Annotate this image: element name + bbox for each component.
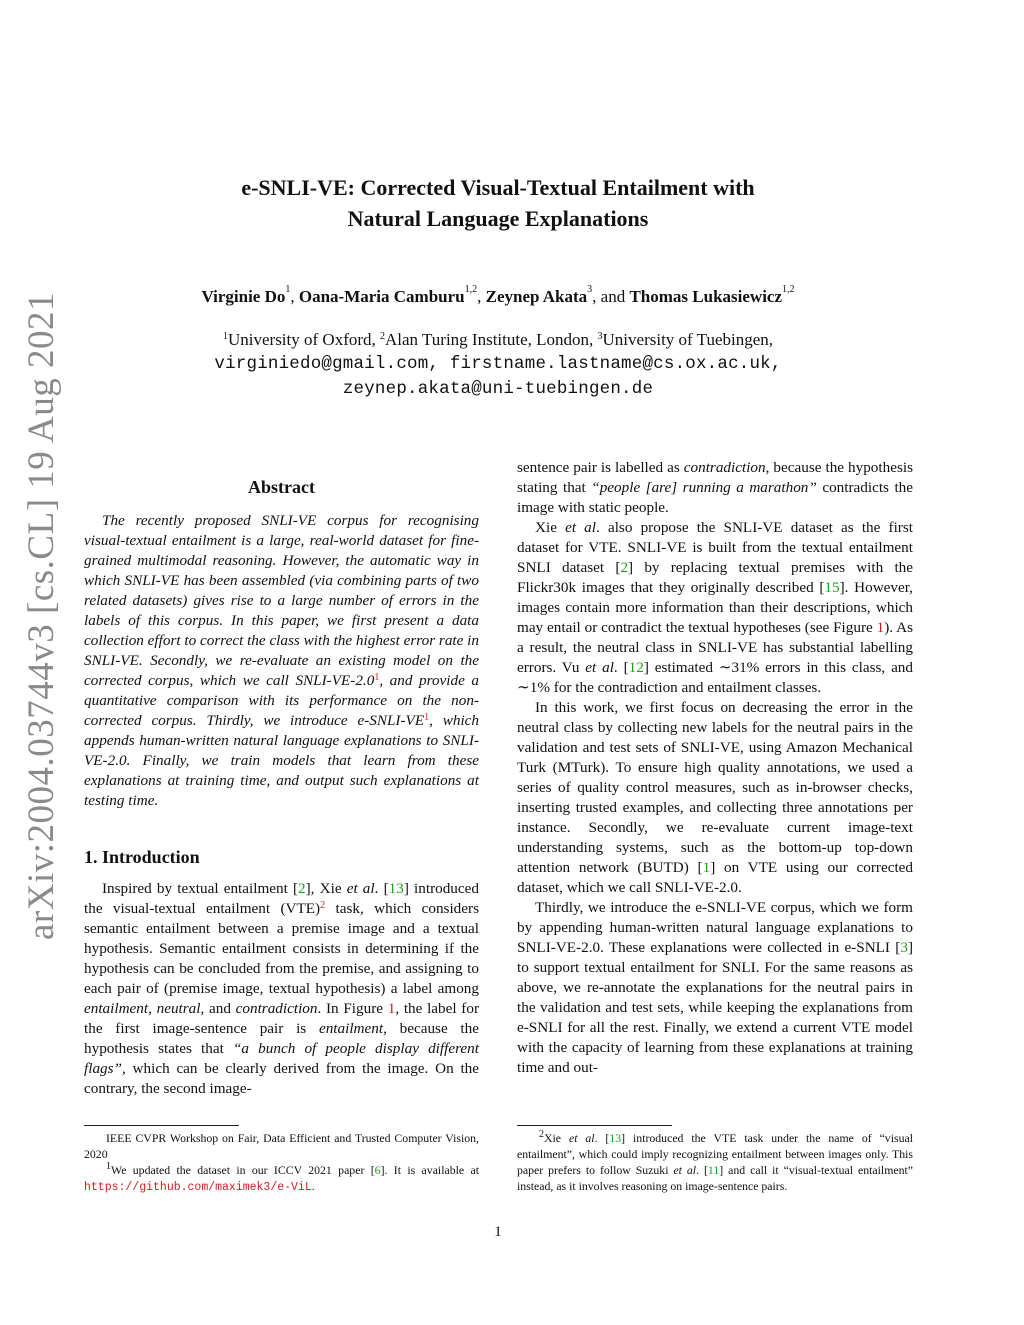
r-italic: contradiction: [683, 459, 766, 476]
abstract: [84, 511, 479, 811]
r-text: Xie: [535, 519, 566, 536]
r-text: ]. However, images contain more information than their descriptions, which may entail or contradict the textual hypotheses (see Figure: [517, 579, 913, 636]
intro-text-10: , which can be clearly derived from the image. On the contrary, the second image-: [84, 1060, 479, 1097]
citation-link[interactable]: 13: [388, 880, 404, 897]
institution-3: University of Tuebingen,: [602, 330, 774, 349]
r-quote: “people [are] running a marathon”: [591, 479, 817, 496]
footnote-ref-2[interactable]: 2: [320, 900, 326, 911]
r-text: ). As a result, the neutral class in SNLI-VE has substantial labelling errors. Vu: [517, 619, 913, 676]
intro-contradiction: contradiction: [235, 1000, 318, 1017]
right-paragraph-1: [517, 458, 913, 518]
footnote-rule: [84, 1125, 239, 1126]
affil-mark-1: 1: [222, 331, 228, 342]
institution-2: Alan Turing Institute, London,: [385, 330, 598, 349]
fn-text: . [: [594, 1131, 610, 1145]
intro-quote: “a bunch of people display different flags”: [84, 1040, 479, 1077]
r-text: ] by replacing textual premises with the Flickr30k images that they originally described [: [517, 559, 913, 596]
intro-text-2: ], Xie: [305, 880, 347, 897]
r-text: In this work, we first focus on decreasing the error in the neutral class by collecting new labels for the neutral pairs in the validation and test sets of SNLI-VE, using Amazon Mechanical Turk (MTurk). To ensure high quality annotations, we used a series of quality control measures, such as in-browser checks, inserting trusted examples, and collecting three annotations per instance. Secondly, we re-evaluate current image-text understanding systems, such as the bottom-up top-down attention network (BUTD) [: [517, 699, 913, 876]
intro-text-7: . In Figure: [317, 1000, 388, 1017]
author-and: , and: [592, 287, 630, 306]
intro-text-8: , the label for the first image-sentence pair is: [84, 1000, 480, 1037]
r-text: sentence pair is labelled as: [517, 459, 684, 476]
figure-link[interactable]: 1: [387, 1000, 396, 1017]
intro-text-3: . [: [374, 880, 389, 897]
paper-title: [0, 172, 996, 234]
right-paragraph-4: [517, 898, 913, 1078]
abstract-part-1: The recently proposed SNLI-VE corpus for recognising visual-textual entailment is a large, real-world dataset for fine-grained multimodal reasoning. However, the automatic way in which SNLI-VE has been assembled (via combining parts of two related datasets) gives rise to a large number of errors in the labels of this corpus. In this paper, we first present a data collection effort to correct the class with the highest error rate in SNLI-VE. Secondly, we re-evaluate an existing model on the corrected corpus, which we call SNLI-VE-2.0: [84, 512, 479, 689]
intro-paragraph: [84, 879, 479, 1099]
fn-text: ] and call it “visual-textual entailment” instead, as it involves reasoning on image-sentence pairs.: [517, 1163, 914, 1193]
abstract-footnote-ref-1[interactable]: 1: [374, 672, 380, 683]
abstract-footnote-ref-2[interactable]: 1: [424, 712, 430, 723]
fn-text: .: [311, 1179, 315, 1193]
citation-link[interactable]: 6: [374, 1163, 381, 1177]
citation-link[interactable]: 3: [900, 939, 908, 956]
r-text: , because the hypothesis stating that: [517, 459, 913, 496]
fn-text: Xie: [544, 1131, 569, 1145]
author-4-affil: 1,2: [782, 284, 795, 295]
intro-text-6: and: [204, 1000, 236, 1017]
footnotes-right: [517, 1125, 913, 1194]
title-line-2: Natural Language Explanations: [347, 206, 649, 231]
author-2-affil: 1,2: [464, 284, 478, 295]
affil-mark-2: 2: [380, 331, 386, 342]
affiliations: [0, 327, 996, 402]
footnote-rule: [517, 1125, 672, 1126]
r-text: . also propose the SNLI-VE dataset as the first dataset for VTE. SNLI-VE is built from the textual entailment SNLI dataset [: [517, 519, 913, 576]
institution-1: University of Oxford,: [227, 330, 381, 349]
title-line-1: e-SNLI-VE: Corrected Visual-Textual Entailment with: [241, 175, 755, 200]
intro-entailment: entailment: [318, 1020, 384, 1037]
author-3: Zeynep Akata: [485, 287, 588, 306]
citation-link[interactable]: 12: [628, 659, 644, 676]
fn-etal: et al: [568, 1131, 595, 1145]
intro-labels: entailment, neutral,: [84, 1000, 205, 1017]
fn-text: ] introduced the VTE task under the name of “visual entailment”, which could imply recognizing entailment between images only. This paper prefers to follow Suzuki: [517, 1131, 913, 1177]
footnotes-left: [84, 1125, 479, 1196]
r-text: . [: [613, 659, 629, 676]
r-text: contradicts the image with static people.: [517, 479, 914, 516]
workshop-note: IEEE CVPR Workshop on Fair, Data Efficient and Trusted Computer Vision, 2020: [84, 1131, 479, 1161]
dataset-url-link[interactable]: https://github.com/maximek3/e-ViL: [84, 1181, 312, 1194]
abstract-part-2: , and provide a quantitative comparison with its performance on the non-corrected corpus. Thirdly, we introduce e-SNLI-VE: [84, 672, 479, 729]
affil-mark-3: 3: [597, 331, 603, 342]
r-text: Thirdly, we introduce the e-SNLI-VE corpus, which we form by appending human-written natural language explanations to SNLI-VE-2.0. These explanations were collected in e-SNLI [: [517, 899, 913, 956]
author-2: Oana-Maria Camburu: [298, 287, 465, 306]
intro-etal: et al: [346, 880, 375, 897]
author-1: Virginie Do: [201, 287, 286, 306]
intro-text-4: ] introduced the visual-textual entailment (VTE): [84, 880, 479, 917]
institutions: [0, 327, 996, 352]
emails-line-1: virginiedo@gmail.com, firstname.lastname@cs.ox.ac.uk,: [214, 354, 782, 374]
fn-text: We updated the dataset in our ICCV 2021 paper [: [111, 1163, 375, 1177]
footnote-1-mark: 1: [106, 1161, 111, 1172]
author-list: Virginie Do$^1$, Oana-Maria Camburu$^{1,2}$, Zeynep Akata$^3$, and Thomas Lukasiewicz$^{1,2}$: [201, 284, 795, 306]
footnote-2-mark: 2: [539, 1129, 544, 1140]
fn-etal: et al: [673, 1163, 697, 1177]
intro-text-1: Inspired by textual entailment [: [102, 880, 299, 897]
abstract-part-3: , which appends human-written natural language explanations to SNLI-VE-2.0. Finally, we train models that learn from these explanations at training time, and output such explanations at testing time.: [84, 712, 479, 809]
intro-text-9: , because the hypothesis states that: [84, 1020, 479, 1057]
page-number: 1: [494, 1224, 502, 1240]
footnote-2: [517, 1130, 913, 1194]
fn-text: ]. It is available at: [380, 1163, 479, 1177]
author-3-affil: 3: [587, 284, 593, 295]
author-1-affil: 1: [285, 284, 291, 295]
r-text: ] estimated ∼31% errors in this class, and ∼1% for the contradiction and entailment classes.: [517, 659, 913, 696]
citation-link[interactable]: 2: [298, 880, 306, 897]
footnote-1: [84, 1162, 479, 1196]
citation-link[interactable]: 1: [702, 859, 711, 876]
author-4: Thomas Lukasiewicz: [629, 287, 783, 306]
citation-link[interactable]: 2: [620, 559, 629, 576]
fn-text: . [: [696, 1163, 708, 1177]
r-text: ] on VTE using our corrected dataset, which we call SNLI-VE-2.0.: [517, 859, 913, 896]
intro-text-5: task, which considers semantic entailment between a premise image and a textual hypothesis. Semantic entailment consists in determining if the hypothesis can be concluded from the premise, and assigning to each pair of (premise image, textual hypothesis) a label among: [84, 900, 479, 997]
citation-link[interactable]: 13: [609, 1131, 622, 1145]
emails-line-2: zeynep.akata@uni-tuebingen.de: [342, 379, 654, 399]
section-heading-introduction: 1. Introduction: [84, 847, 200, 867]
right-column: [517, 458, 913, 1078]
citation-link[interactable]: 11: [707, 1163, 720, 1177]
r-etal: et al: [585, 659, 614, 676]
abstract-text: [84, 511, 479, 811]
right-paragraph-2: [517, 518, 913, 698]
arxiv-stamp: arXiv:2004.03744v3 [cs.CL] 19 Aug 2021: [21, 292, 62, 940]
figure-link[interactable]: 1: [876, 619, 885, 636]
abstract-heading: Abstract: [248, 477, 315, 497]
r-etal: et al: [565, 519, 597, 536]
r-text: ] to support textual entailment for SNLI. For the same reasons as above, we re-annotate the explanations for the neutral pairs in the validation and test sets, while keeping the explanations from e-SNLI for all the rest. Finally, we extend a current VTE model with the capacity of learning from these explanations at training time and out-: [517, 939, 913, 1076]
right-paragraph-3: [517, 698, 913, 898]
left-column: [84, 477, 479, 1099]
citation-link[interactable]: 15: [824, 579, 840, 596]
